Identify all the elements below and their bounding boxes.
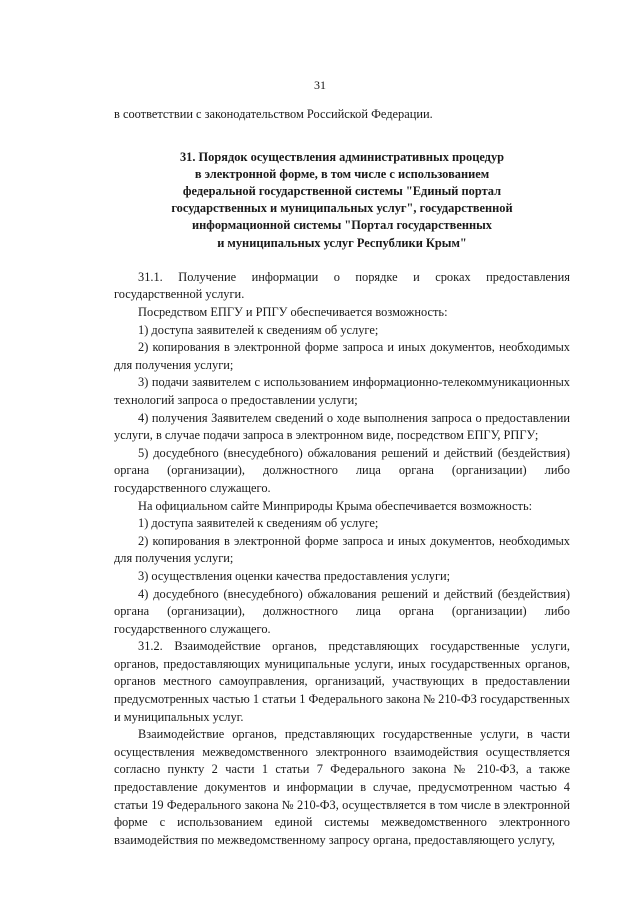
section-heading	[114, 149, 570, 252]
heading-line: 31. Порядок осуществления административных процедур	[179, 149, 505, 164]
intro-line: в соответствии с законодательством Российской Федерации.	[114, 107, 433, 121]
paragraph-31-2: 31.2. Взаимодействие органов, представляющих государственные услуги, органов, предоставляющих муниципальные услуги, иных государственных органов, органов местного самоуправления, организаций, участвующих в предоставлении предусмотренных частью 1 статьи 1 Федерального закона № 210-ФЗ государственных и муниципальных услуг.	[114, 639, 570, 724]
paragraph-site-intro: На официальном сайте Минприроды Крыма обеспечивается возможность:	[138, 498, 533, 513]
list-item: 3) осуществления оценки качества предоставления услуги;	[138, 568, 451, 583]
paragraph-31-1: 31.1. Получение информации о порядке и сроках предоставления государственной услуги.	[114, 269, 570, 302]
paragraph-interaction: Взаимодействие органов, представляющих государственные услуги, в части осуществления межведомственного электронного взаимодействия осуществляется согласно пункту 2 части 1 статьи 7 Федерального закона № 210-ФЗ, а также предоставление документов и информации в случае, предусмотренном частью 4 статьи 19 Федерального закона № 210-ФЗ, осуществляется в том числе в электронной форме с использованием единой системы межведомственного электронного взаимодействия по межведомственному запросу органа, предоставляющего услугу,	[114, 727, 570, 847]
heading-line: федеральной государственной системы "Единый портал	[182, 184, 502, 198]
list-item: 4) получения Заявителем сведений о ходе выполнения запроса о предоставлении услуги, в случае подачи запроса в электронном виде, посредством ЕПГУ, РПГУ;	[114, 410, 570, 443]
page-number: 31	[314, 78, 326, 92]
list-item: 4) досудебного (внесудебного) обжалования решений и действий (бездействия) органа (организации), должностного лица органа (организации) либо государственного служащего.	[114, 586, 570, 636]
list-item: 5) досудебного (внесудебного) обжалования решений и действий (бездействия) органа (организации), должностного лица органа (организации) либо государственного служащего.	[114, 445, 570, 495]
heading-line: и муниципальных услуг Республики Крым"	[217, 235, 467, 250]
heading-line: государственных и муниципальных услуг", государственной	[171, 201, 513, 216]
document-body	[114, 106, 570, 849]
list-item: 1) доступа заявителей к сведениям об услуге;	[138, 516, 379, 531]
list-item: 2) копирования в электронной форме запроса и иных документов, необходимых для получения услуги;	[114, 533, 570, 566]
paragraph-epgu-intro: Посредством ЕПГУ и РПГУ обеспечивается возможность:	[138, 305, 448, 319]
list-item: 3) подачи заявителем с использованием информационно-телекоммуникационных технологий запроса о предоставлении услуги;	[114, 375, 570, 407]
heading-line: информационной системы "Портал государственных	[192, 218, 492, 233]
list-item: 2) копирования в электронной форме запроса и иных документов, необходимых для получения услуги;	[114, 340, 570, 372]
list-item: 1) доступа заявителей к сведениям об услуге;	[138, 322, 379, 337]
heading-line: в электронной форме, в том числе с использованием	[194, 166, 490, 181]
